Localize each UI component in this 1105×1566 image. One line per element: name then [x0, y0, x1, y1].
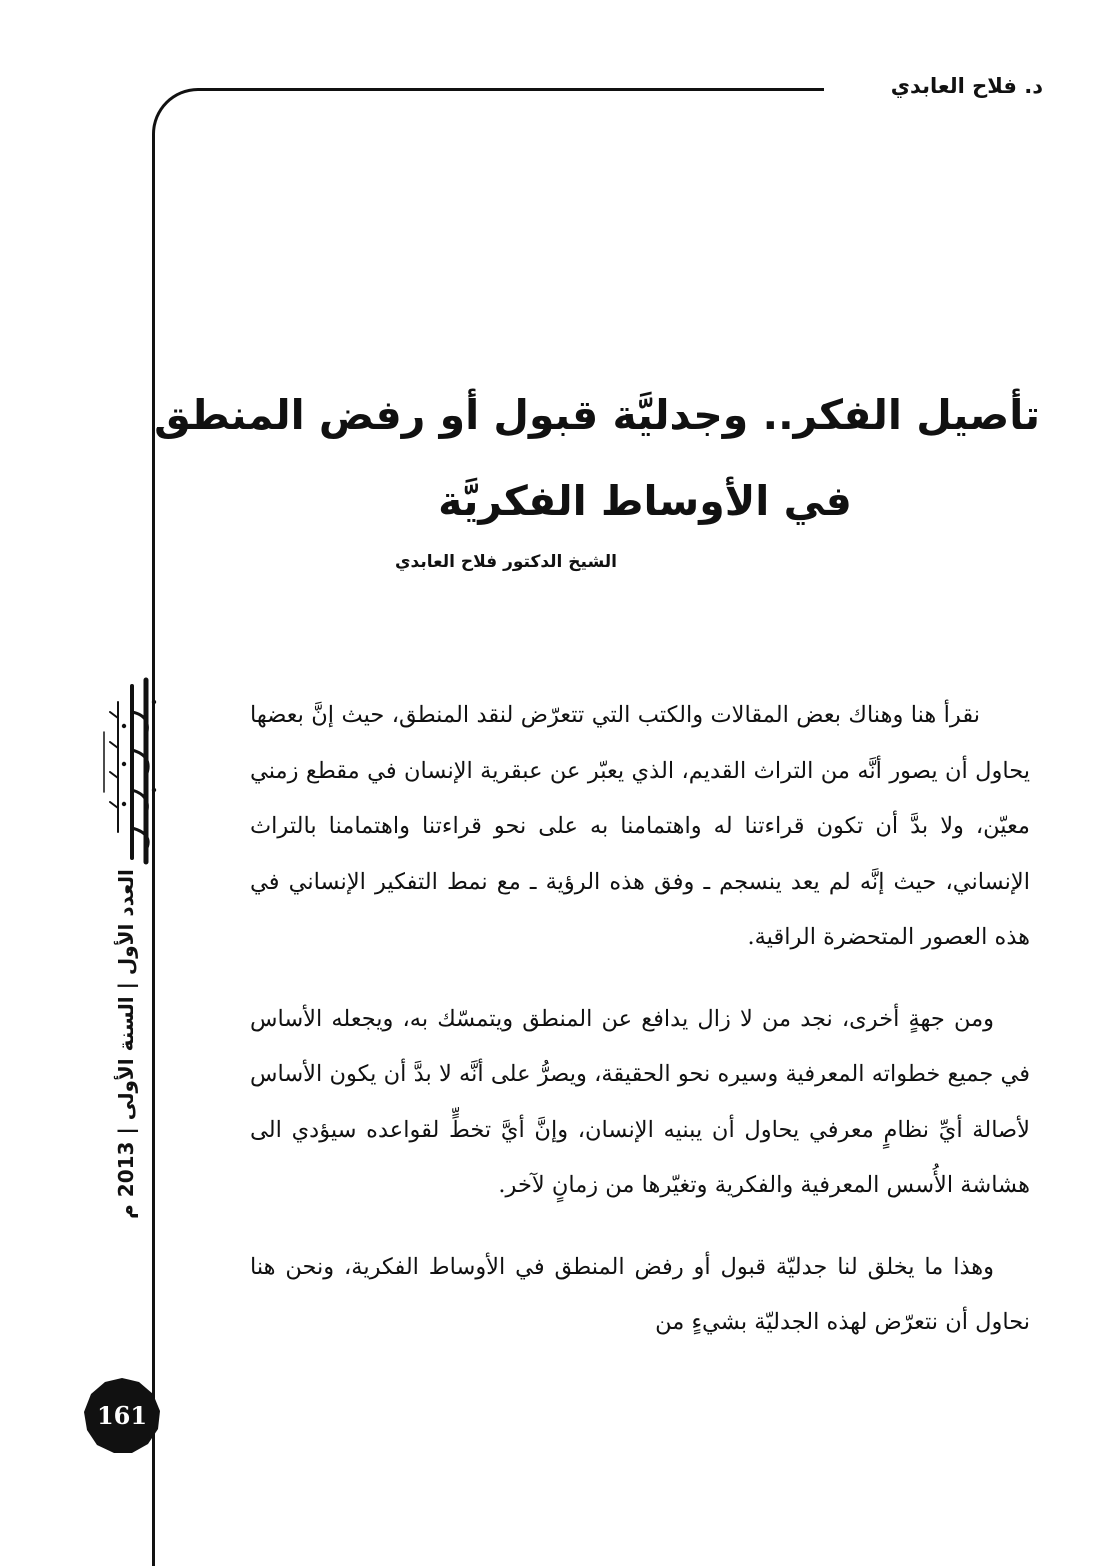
body-paragraph-2: ومن جهةٍ أخرى، نجد من لا زال يدافع عن المنطق ويتمسّك به، ويجعله الأساس في جميع خطواته المعرفية وسيره نحو الحقيقة، ويصرُّ على أنَّه لا بدَّ أن يكون الأساس لأصالة أيِّ نظامٍ معرفي يحاول أن يبنيه الإنسان، وإنَّ أيَّ تخطٍّ لقواعده سيؤدي الى هشاشة الأُسس المعرفية والفكرية وتغيّرها من زمانٍ لآخر.: [250, 1005, 1030, 1198]
article-author: الشيخ الدكتور فلاح العابدي: [394, 552, 617, 572]
article-body: [250, 688, 1030, 1377]
running-head: د. فلاح العابدي: [890, 74, 1043, 98]
body-paragraph-1: نقرأ هنا وهناك بعض المقالات والكتب التي تتعرّض لنقد المنطق، حيث إنَّ بعضها يحاول أن يصور أنَّه من التراث القديم، الذي يعبّر عن عبقرية الإنسان في مقطع زمني معيّن، ولا بدَّ أن تكون قراءتنا له واهتمامنا به على نحو قراءتنا واهتمامنا بالتراث الإنساني، حيث إنَّه لم يعد ينسجم ـ وفق هذه الرؤية ـ مع نمط التفكير الإنساني في هذه العصور المتحضرة الراقية.: [250, 702, 1030, 950]
issue-info: العدد الأول | السنة الأولى | 2013 م: [114, 869, 138, 1219]
page-number: 161: [96, 1401, 148, 1430]
article-title: [154, 372, 1040, 544]
article-title-line-2: في الأوساط الفكريَّة: [438, 477, 852, 525]
body-paragraph-3: وهذا ما يخلق لنا جدليّة قبول أو رفض المنطق في الأوساط الفكرية، ونحن هنا نحاول أن نتعرّض لهذه الجدليّة بشيءٍ من: [250, 1253, 1030, 1335]
article-title-line-1: تأصيل الفكر.. وجدليَّة قبول أو رفض المنطق: [154, 391, 1040, 439]
journal-calligraphy-logo: [96, 672, 162, 872]
